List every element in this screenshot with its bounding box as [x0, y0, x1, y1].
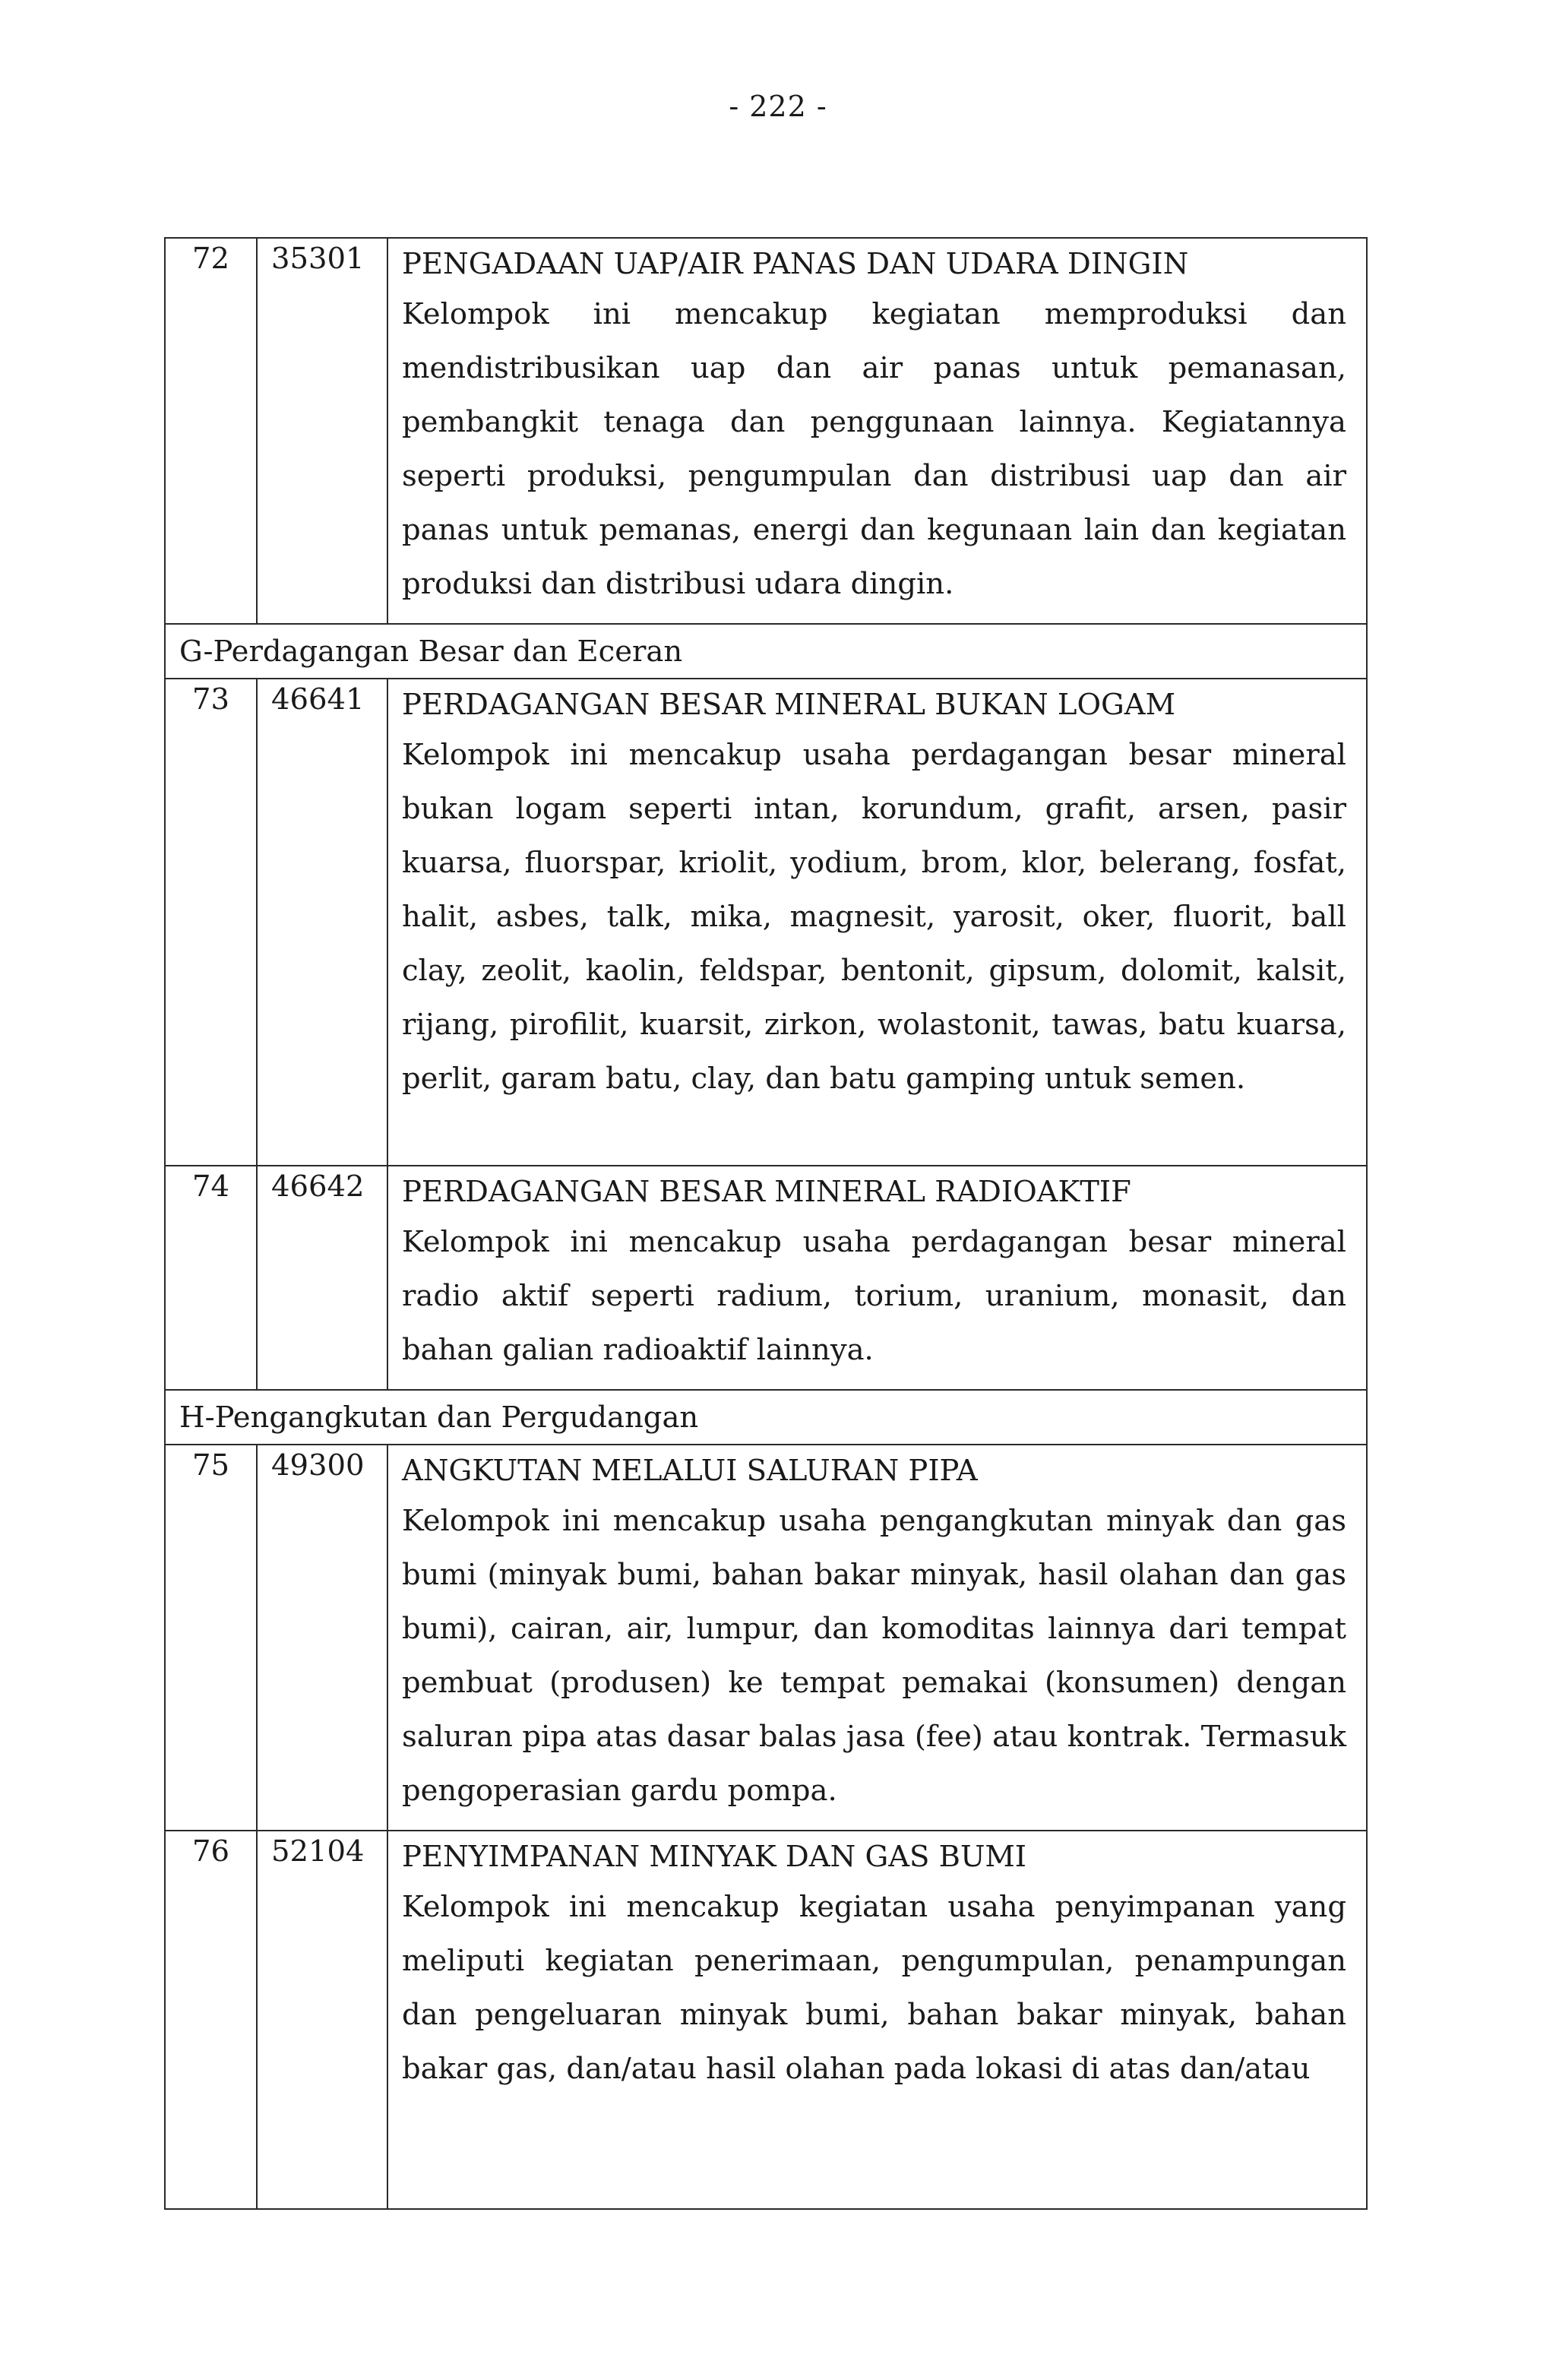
kbli-code: 35301 — [257, 238, 387, 624]
section-row — [165, 624, 1367, 679]
description-cell — [387, 1445, 1367, 1831]
section-label: G-Perdagangan Besar dan Eceran — [165, 624, 1367, 679]
entry-title: ANGKUTAN MELALUI SALURAN PIPA — [402, 1454, 978, 1488]
entry-description: Kelompok ini mencakup kegiatan memproduksi dan mendistribusikan uap dan air panas untuk pemanasan, pembangkit tenaga dan penggunaan lainnya. Kegiatannya seperti produksi, pengumpulan dan distribusi uap dan air panas untuk pemanas, energi dan kegunaan lain dan kegiatan produksi dan distribusi udara dingin. — [402, 297, 1346, 601]
row-number: 74 — [165, 1166, 257, 1390]
section-row — [165, 1390, 1367, 1445]
entry-title: PENGADAAN UAP/AIR PANAS DAN UDARA DINGIN — [402, 247, 1189, 281]
kbli-code: 46642 — [257, 1166, 387, 1390]
description-cell — [387, 679, 1367, 1166]
entry-title: PERDAGANGAN BESAR MINERAL BUKAN LOGAM — [402, 688, 1175, 722]
table-row — [165, 1166, 1367, 1390]
table-row — [165, 238, 1367, 624]
kbli-code: 52104 — [257, 1831, 387, 2209]
kbli-code: 49300 — [257, 1445, 387, 1831]
row-number: 73 — [165, 679, 257, 1166]
kbli-code: 46641 — [257, 679, 387, 1166]
entry-description: Kelompok ini mencakup usaha perdagangan besar mineral bukan logam seperti intan, korundum, grafit, arsen, pasir kuarsa, fluorspar, kriolit, yodium, brom, klor, belerang, fosfat, halit, asbes, talk, mika, magnesit, yarosit, oker, fluorit, ball clay, zeolit, kaolin, feldspar, bentonit, gipsum, dolomit, kalsit, rijang, pirofilit, kuarsit, zirkon, wolastonit, tawas, batu kuarsa, perlit, garam batu, clay, dan batu gamping untuk semen. — [402, 738, 1346, 1096]
kbli-table — [164, 237, 1368, 2210]
entry-description: Kelompok ini mencakup usaha pengangkutan minyak dan gas bumi (minyak bumi, bahan bakar minyak, hasil olahan dan gas bumi), cairan, air, lumpur, dan komoditas lainnya dari tempat pembuat (produsen) ke tempat pemakai (konsumen) dengan saluran pipa atas dasar balas jasa (fee) atau kontrak. Termasuk pengoperasian gardu pompa. — [402, 1504, 1346, 1808]
row-number: 75 — [165, 1445, 257, 1831]
description-cell — [387, 238, 1367, 624]
entry-description: Kelompok ini mencakup kegiatan usaha penyimpanan yang meliputi kegiatan penerimaan, pengumpulan, penampungan dan pengeluaran minyak bumi, bahan bakar minyak, bahan bakar gas, dan/atau hasil olahan pada lokasi di atas dan/atau — [402, 1890, 1346, 2086]
page-number: - 222 - — [729, 90, 827, 123]
description-cell — [387, 1166, 1367, 1390]
description-cell — [387, 1831, 1367, 2209]
section-label: H-Pengangkutan dan Pergudangan — [165, 1390, 1367, 1445]
table-row — [165, 1831, 1367, 2209]
row-number: 76 — [165, 1831, 257, 2209]
row-number: 72 — [165, 238, 257, 624]
table-row — [165, 1445, 1367, 1831]
table-row — [165, 679, 1367, 1166]
entry-title: PERDAGANGAN BESAR MINERAL RADIOAKTIF — [402, 1175, 1131, 1209]
entry-description: Kelompok ini mencakup usaha perdagangan besar mineral radio aktif seperti radium, torium, uranium, monasit, dan bahan galian radioaktif lainnya. — [402, 1225, 1346, 1367]
entry-title: PENYIMPANAN MINYAK DAN GAS BUMI — [402, 1840, 1027, 1874]
